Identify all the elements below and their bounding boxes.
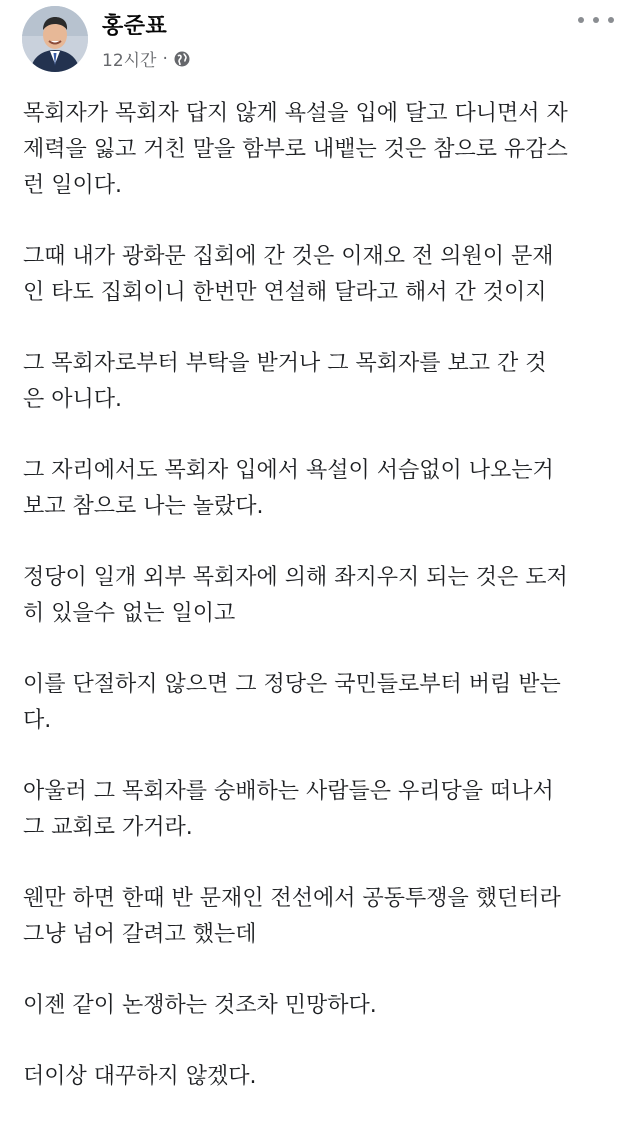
post-paragraph: 웬만 하면 한때 반 문재인 전선에서 공동투쟁을 했던터라 그냥 넘어 갈려고 했는데 (23, 886, 561, 947)
globe-icon[interactable] (174, 51, 190, 67)
avatar-image (22, 6, 88, 72)
post-paragraph: 이를 단절하지 않으면 그 정당은 국민들로부터 버림 받는 다. (23, 672, 561, 733)
avatar[interactable] (22, 6, 88, 72)
post-paragraph: 그 목회자로부터 부탁을 받거나 그 목회자를 보고 간 것 은 아니다. (23, 351, 547, 412)
more-options-icon[interactable] (578, 10, 614, 30)
post-paragraph: 목회자가 목회자 답지 않게 욕설을 입에 달고 다니면서 자 제력을 잃고 거친 말을 함부로 내뱉는 것은 참으로 유감스 런 일이다. (23, 101, 568, 198)
post-paragraph: 그 자리에서도 목회자 입에서 욕설이 서슴없이 나오는거 보고 참으로 나는 놀랐다. (23, 458, 554, 519)
post-timestamp[interactable]: 12시간 (102, 51, 157, 71)
more-dot (593, 17, 599, 23)
post-meta (102, 46, 190, 71)
author-name[interactable]: 홍준표 (102, 14, 168, 39)
post-paragraph: 더이상 대꾸하지 않겠다. (23, 1064, 257, 1089)
post-paragraph: 그때 내가 광화문 집회에 간 것은 이재오 전 의원이 문재 인 타도 집회이니 한번만 연설해 달라고 해서 간 것이지 (23, 244, 554, 305)
post-paragraph: 아울러 그 목회자를 숭배하는 사람들은 우리당을 떠나서 그 교회로 가거라. (23, 779, 554, 840)
more-dot (578, 17, 584, 23)
post-header (0, 0, 640, 80)
meta-separator: · (162, 48, 168, 69)
post-paragraph: 정당이 일개 외부 목회자에 의해 좌지우지 되는 것은 도저 히 있을수 없는 일이고 (23, 565, 568, 626)
more-dot (608, 17, 614, 23)
post-paragraph: 이젠 같이 논쟁하는 것조차 민망하다. (23, 993, 377, 1018)
post-body (23, 96, 623, 1130)
